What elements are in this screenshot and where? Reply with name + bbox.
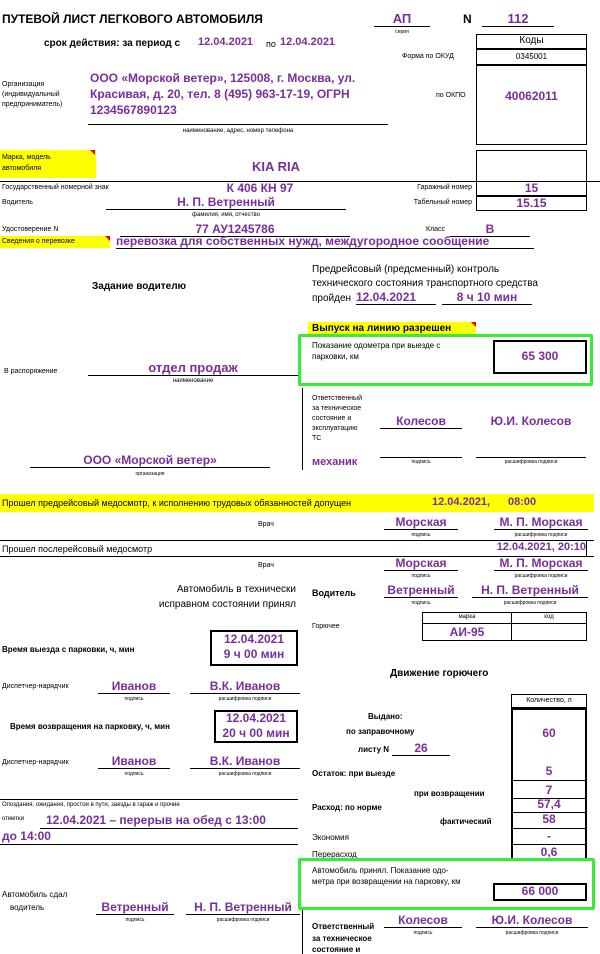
org-line-3: 1234567890123	[90, 103, 177, 117]
okud-value: 0345001	[515, 52, 548, 61]
org-underline	[88, 124, 388, 125]
departure-time: 9 ч 00 мин	[223, 647, 285, 661]
make-label-2: автомобиля	[2, 165, 41, 172]
delays-text-2: до 14:00	[2, 829, 51, 843]
doctor2-label: Врач	[258, 562, 274, 569]
delays-label-1: Опоздания, ожидания, простои в пути, заезды в гараж и прочие	[2, 802, 180, 808]
doctor-sign-caption: подпись	[411, 532, 431, 538]
okpo-label: по ОКПО	[436, 92, 466, 99]
fuel-movement-title: Движение горючего	[390, 668, 489, 679]
comment-marker	[105, 236, 110, 241]
fuel-code-cell	[511, 623, 587, 641]
series-value: АП	[374, 11, 430, 27]
odo-out-value: 65 300	[521, 349, 559, 363]
odo-out-label-2: парковки, км	[312, 352, 359, 361]
resp-position: механик	[312, 456, 358, 468]
form-title: ПУТЕВОЙ ЛИСТ ЛЕГКОВОГО АВТОМОБИЛЯ	[2, 12, 263, 26]
doctor-label: Врач	[258, 521, 274, 528]
return-dispatcher-name: В.К. Иванов	[190, 754, 300, 769]
row-line	[511, 780, 587, 781]
fuel-rest-out-label: Остаток: при выезде	[312, 769, 396, 778]
return-sign-caption: подпись	[124, 771, 144, 777]
org-label-2: (индивидуальный	[2, 91, 60, 98]
okpo-value: 40062011	[505, 89, 558, 103]
fuel-label: Горючее	[312, 623, 340, 630]
codes-header: Коды	[519, 35, 544, 46]
org-line-1: ООО «Морской ветер», 125008, г. Москва, ул.	[90, 71, 356, 85]
return-date: 12.04.2021	[225, 711, 287, 725]
handover-name: Н. П. Ветренный	[186, 900, 300, 915]
resp-divider	[302, 388, 303, 470]
fuel-issued-line-3: листу N	[358, 745, 390, 754]
pre-medical-date: 12.04.2021,	[432, 496, 491, 508]
handover-label-2: водитель	[10, 903, 45, 912]
handover-resp-line-3: состояние и	[312, 945, 361, 954]
departure-label: Время выезда с парковки, ч, мин	[2, 645, 135, 654]
accept-line-2: исправном состоянии принял	[158, 599, 296, 610]
fuel-qty-header: Количество, л	[526, 697, 572, 704]
org-label-3: предприниматель)	[2, 101, 63, 108]
driver-caption: фамилия, имя, отчество	[192, 212, 260, 218]
return-label: Время возвращения на парковку, ч, мин	[10, 722, 170, 731]
fuel-rest-back-value: 7	[545, 783, 553, 797]
fuel-issued-value: 60	[542, 726, 556, 740]
fuel-norm-value: 57,4	[537, 797, 561, 811]
okpo-cell	[476, 65, 587, 145]
plate-value: К 406 КН 97	[226, 181, 294, 195]
garage-value: 15	[524, 181, 539, 195]
task-title: Задание водителю	[92, 281, 187, 292]
accept-driver-name: Н. П. Ветренный	[472, 583, 588, 598]
doctor2-signature: Морская	[384, 556, 458, 571]
odo-return-value: 66 000	[521, 884, 559, 898]
pretrip-line-2: технического состояния транспортного средства	[312, 278, 538, 289]
okud-label: Форма по ОКУД	[402, 53, 454, 60]
odo-return-label-2: метра при возвращении на парковку, км	[312, 877, 461, 886]
fuel-economy-value: -	[547, 829, 551, 843]
row-line	[40, 828, 298, 829]
delays-label-2: отметки	[2, 816, 24, 822]
fuel-issued-line-2: по заправочному	[346, 727, 415, 736]
transport-label: Сведения о перевозке	[2, 238, 75, 245]
accept-line-1: Автомобиль в технически	[176, 584, 296, 595]
resp-signature: Колесов	[380, 414, 462, 429]
fuel-norm-label: Расход: по норме	[312, 803, 382, 812]
departure-dispatcher-label: Диспетчер-нарядчик	[2, 683, 69, 690]
sign-line	[380, 457, 462, 458]
handover-resp-signature: Колесов	[384, 913, 462, 928]
doctor2-sign-caption: подпись	[411, 573, 431, 579]
doctor-signature: Морская	[384, 515, 458, 530]
tab-value: 15.15	[516, 196, 547, 210]
org-label-1: Организация	[2, 81, 45, 88]
return-time: 20 ч 00 мин	[222, 726, 290, 740]
fuel-brand-header: марка	[458, 614, 476, 620]
fuel-rest-back-label: при возвращении	[414, 789, 485, 798]
handover-signature: Ветренный	[96, 900, 174, 915]
departure-date: 12.04.2021	[223, 632, 285, 646]
return-dispatcher-signature: Иванов	[98, 754, 170, 769]
fuel-actual-label: фактический	[440, 817, 492, 826]
pretrip-line-3: пройден	[312, 293, 352, 304]
doctor2-decode-caption: расшифровка подписи	[514, 573, 568, 579]
series-caption: серия	[395, 29, 409, 35]
departure-dispatcher-signature: Иванов	[98, 679, 170, 694]
accept-decode-caption: расшифровка подписи	[503, 600, 557, 606]
resp-line-2: за техническое	[312, 405, 362, 412]
accept-driver-label: Водитель	[312, 588, 356, 598]
resp-line-4: эксплуатацию	[312, 425, 358, 432]
pre-medical-time: 08:00	[508, 496, 537, 508]
number-value: 112	[482, 11, 554, 27]
class-label: Класс	[426, 226, 446, 233]
driver-label: Водитель	[2, 199, 33, 206]
resp-line-3: состояние и	[312, 415, 352, 422]
fuel-rest-out-value: 5	[545, 764, 553, 778]
fuel-issued-line-1: Выдано:	[368, 712, 403, 721]
handover-label-1: Автомобиль сдал	[2, 890, 68, 899]
task-org-name: ООО «Морской ветер»	[30, 453, 270, 468]
validity-from: 12.04.2021	[198, 36, 254, 48]
fuel-overrun-label: Перерасход	[312, 850, 357, 859]
doctor-name: М. П. Морская	[494, 515, 588, 530]
handover-resp-name: Ю.И. Колесов	[476, 913, 588, 928]
doctor-decode-caption: расшифровка подписи	[514, 532, 568, 538]
transport-value: перевозка для собственных нужд, междугородное сообщение	[116, 234, 534, 249]
post-medical-datetime: 12.04.2021, 20:10	[496, 541, 586, 553]
number-label: N	[463, 12, 472, 26]
row-line	[0, 844, 298, 845]
resp2-divider	[302, 910, 303, 954]
resp-line-5: ТС	[312, 435, 322, 442]
post-medical-text: Прошел послерейсовый медосмотр	[2, 544, 153, 554]
license-value: 77 АУ1245786	[120, 222, 350, 237]
row-line	[0, 799, 298, 800]
handover-resp-line-1: Ответственный	[312, 922, 375, 931]
return-decode-caption: расшифровка подписи	[218, 771, 272, 777]
garage-label: Гаражный номер	[417, 184, 472, 191]
make-code-cell	[476, 150, 587, 182]
comment-marker	[471, 322, 476, 327]
pre-medical-text: Прошел предрейсовый медосмотр, к исполнению трудовых обязанностей допущен	[2, 498, 352, 508]
driver-value: Н. П. Ветренный	[106, 195, 346, 210]
odo-return-label-1: Автомобиль принял. Показание одо-	[312, 866, 449, 875]
delays-text-1: 12.04.2021 – перерыв на обед с 13:00	[46, 813, 266, 827]
disposal-value: отдел продаж	[88, 360, 298, 376]
odo-out-label-1: Показание одометра при выезде с	[312, 341, 441, 350]
pretrip-time: 8 ч 10 мин	[442, 290, 532, 305]
class-value: В	[450, 222, 530, 237]
handover-resp-line-2: за техническое	[312, 934, 372, 943]
accept-driver-signature: Ветренный	[384, 583, 458, 598]
departure-decode-caption: расшифровка подписи	[218, 696, 272, 702]
disposal-caption: наименование	[172, 378, 214, 384]
resp-line-1: Ответственный	[312, 395, 362, 402]
validity-to: 12.04.2021	[280, 36, 336, 48]
pretrip-line-1: Предрейсовый (предсменный) контроль	[312, 264, 500, 275]
resp-sign-caption: подпись	[411, 459, 431, 465]
disposal-label: В распоряжение	[4, 368, 58, 375]
license-label: Удостоверение N	[2, 226, 59, 233]
fuel-actual-value: 58	[542, 812, 556, 826]
release-text: Выпуск на линию разрешен	[312, 323, 452, 334]
validity-label: срок действия: за период с	[44, 38, 181, 49]
fuel-economy-label: Экономия	[312, 833, 349, 842]
org-line-2: Красивая, д. 20, тел. 8 (495) 963-17-19, ОГРН	[90, 87, 350, 101]
handover-decode-caption: расшифровка подписи	[216, 917, 270, 923]
departure-dispatcher-name: В.К. Иванов	[190, 679, 300, 694]
validity-po: по	[266, 39, 276, 49]
handover-resp-sign-caption: подпись	[413, 930, 433, 936]
pretrip-date: 12.04.2021	[356, 290, 436, 305]
task-org-caption: организация	[135, 471, 165, 477]
handover-resp-decode-caption: расшифровка подписи	[505, 930, 559, 936]
fuel-overrun-value: 0,6	[540, 845, 558, 859]
plate-label: Государственный номерной знак	[2, 184, 109, 191]
fuel-sheet-number: 26	[392, 741, 450, 756]
comment-marker	[90, 150, 95, 155]
fuel-code-header: код	[544, 614, 554, 620]
decode-line	[476, 457, 586, 458]
make-label-1: Марка, модель	[2, 154, 51, 161]
accept-sign-caption: подпись	[411, 600, 431, 606]
org-caption: наименование, адрес, номер телефона	[182, 128, 294, 134]
departure-sign-caption: подпись	[124, 696, 144, 702]
fuel-brand: АИ-95	[449, 625, 485, 639]
vehicle-make: KIA RIA	[252, 159, 300, 174]
tab-label: Табельный номер	[413, 199, 472, 206]
resp-decode-caption: расшифровка подписи	[504, 459, 558, 465]
return-dispatcher-label: Диспетчер-нарядчик	[2, 759, 69, 766]
row-line	[586, 540, 587, 556]
resp-name: Ю.И. Колесов	[490, 414, 572, 428]
doctor2-name: М. П. Морская	[494, 556, 588, 571]
handover-sign-caption: подпись	[125, 917, 145, 923]
